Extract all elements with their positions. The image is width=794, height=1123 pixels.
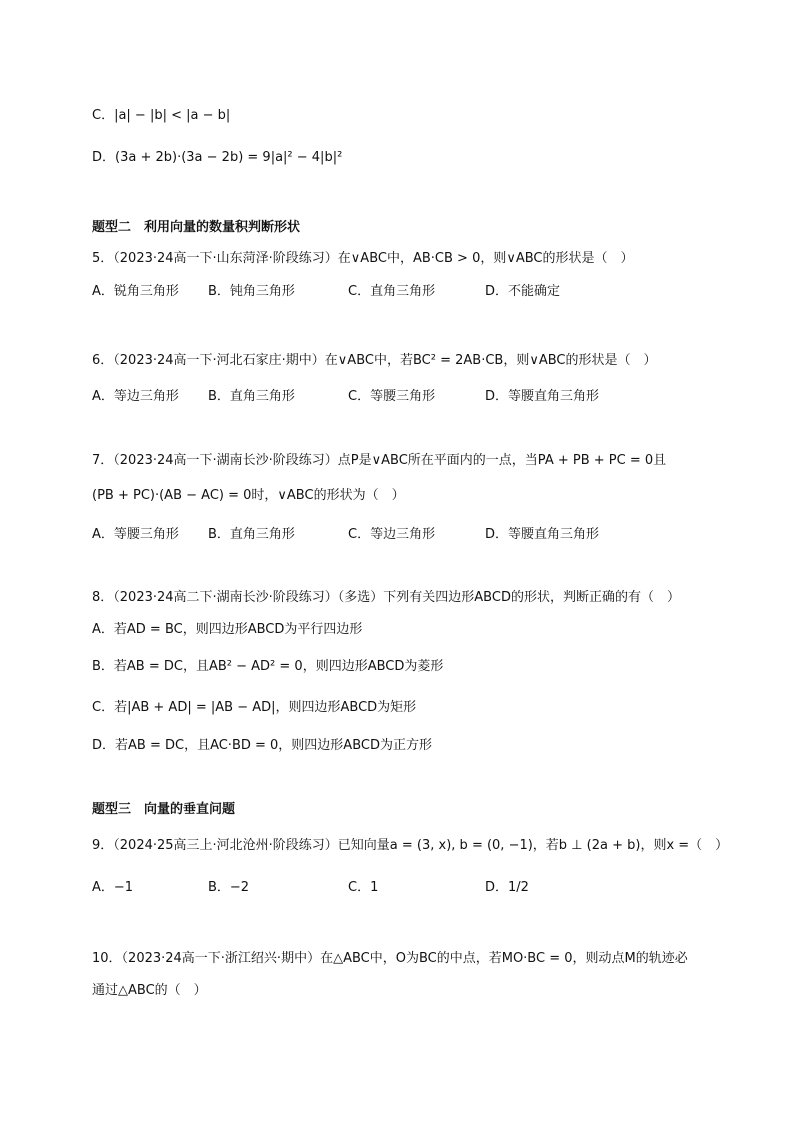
option-a: A．等边三角形 xyxy=(92,389,179,404)
option-d: D．1/2 xyxy=(485,880,529,895)
question-6-stem: 6．（2023·24高一下·河北石家庄·期中）在∨ABC中，若BC² = 2AB·CB，则∨ABC的形状是（ ） xyxy=(92,353,657,368)
option-a: A．等腰三角形 xyxy=(92,527,179,542)
option-c: C．|a| − |b| < |a − b| xyxy=(92,108,231,123)
question-9-stem: 9．（2024·25高三上·河北沧州·阶段练习）已知向量a = (3, x), b = (0, −1)，若b ⊥ (2a + b)，则x =（ ） xyxy=(92,838,729,853)
option-b: B．钝角三角形 xyxy=(208,284,295,299)
option-d: D．(3a + 2b)·(3a − 2b) = 9|a|² − 4|b|² xyxy=(92,150,343,165)
option-a: A．若AD = BC，则四边形ABCD为平行四边形 xyxy=(92,622,363,637)
question-8-stem: 8．（2023·24高二下·湖南长沙·阶段练习）（多选）下列有关四边形ABCD的形状，判断正确的有（ ） xyxy=(92,590,680,605)
question-10-stem-line2: 通过△ABC的（ ） xyxy=(92,983,207,998)
option-b: B．直角三角形 xyxy=(208,527,295,542)
option-d: D．等腰直角三角形 xyxy=(485,527,600,542)
question-5-stem: 5．（2023·24高一下·山东菏泽·阶段练习）在∨ABC中，AB·CB > 0，则∨ABC的形状是（ ） xyxy=(92,251,634,266)
section-heading: 题型二 利用向量的数量积判断形状 xyxy=(92,220,301,235)
question-7-stem-line2: (PB + PC)·(AB − AC) = 0时，∨ABC的形状为（ ） xyxy=(92,488,405,503)
question-7-stem-line1: 7．（2023·24高一下·湖南长沙·阶段练习）点P是∨ABC所在平面内的一点，当PA + PB + PC = 0且 xyxy=(92,453,667,468)
option-b: B．直角三角形 xyxy=(208,389,295,404)
option-d: D．等腰直角三角形 xyxy=(485,389,600,404)
option-d: D．不能确定 xyxy=(485,284,561,299)
option-b: B．若AB = DC，且AB² − AD² = 0，则四边形ABCD为菱形 xyxy=(92,659,444,674)
option-c: C．1 xyxy=(348,880,379,895)
option-c: C．等腰三角形 xyxy=(348,389,436,404)
option-b: B．−2 xyxy=(208,880,250,895)
question-10-stem-line1: 10．（2023·24高一下·浙江绍兴·期中）在△ABC中，O为BC的中点，若MO·BC = 0，则动点M的轨迹必 xyxy=(92,951,688,966)
option-c: C．若|AB + AD| = |AB − AD|，则四边形ABCD为矩形 xyxy=(92,700,417,715)
option-c: C．直角三角形 xyxy=(348,284,436,299)
option-a: A．锐角三角形 xyxy=(92,284,179,299)
option-a: A．−1 xyxy=(92,880,134,895)
option-c: C．等边三角形 xyxy=(348,527,436,542)
option-d: D．若AB = DC，且AC·BD = 0，则四边形ABCD为正方形 xyxy=(92,738,432,753)
section-heading: 题型三 向量的垂直问题 xyxy=(92,802,236,817)
